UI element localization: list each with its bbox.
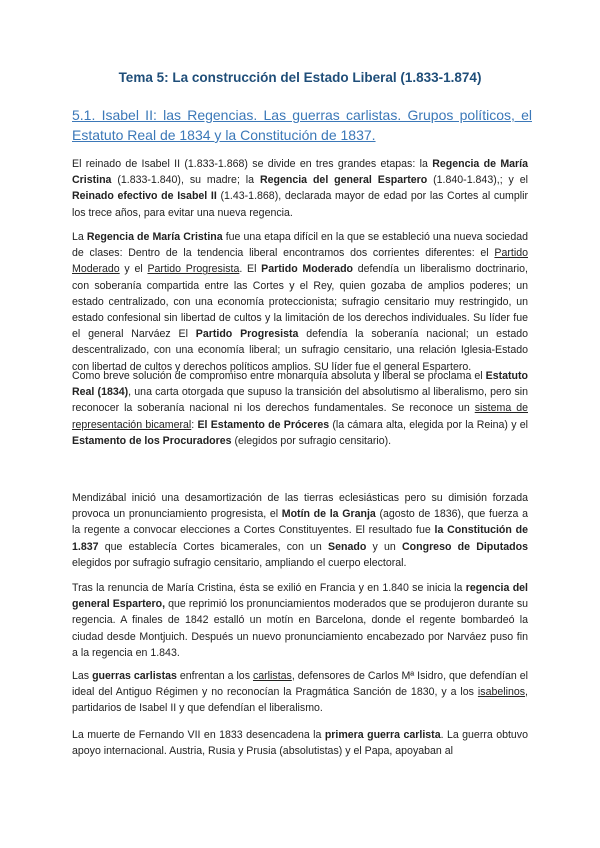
bold-term: Senado xyxy=(328,540,367,553)
text-run: , defensores de Carlos Mª Isidro, que defendían el ideal del Antiguo Régimen y no reconocían la Pragmática Sanción de 1830, y a los xyxy=(72,670,528,699)
bold-term: guerras carlistas xyxy=(92,670,177,682)
paragraph-estatuto-real xyxy=(72,368,528,449)
text-run: Mendizábal inició una desamortización de las tierras eclesiásticas pero su dimisión forzada provoca un pronunciamiento progresista, el xyxy=(72,492,528,521)
text-run: fue una etapa difícil en la que se estableció una nueva sociedad de clases: Dentro de la tendencia liberal encontramos dos corrientes diferentes: el xyxy=(72,231,528,260)
text-run: elegidos por sufragio sufragio censitario, ampliando el cuerpo electoral. xyxy=(72,556,407,569)
bold-term: Regencia de María Cristina xyxy=(86,231,223,243)
bold-term: regencia del general Espartero, xyxy=(72,582,529,611)
text-run: y un xyxy=(366,540,402,553)
bold-term: Regencia del general Espartero xyxy=(259,174,428,187)
bold-term: Partido Progresista xyxy=(195,328,299,341)
paragraph-regencia-maria-cristina xyxy=(72,229,528,375)
bold-term: Partido Moderado xyxy=(261,263,354,276)
text-run: La muerte de Fernando VII en 1833 desencadena la xyxy=(72,729,325,741)
text-run: La xyxy=(72,231,87,243)
paragraph-reinado xyxy=(72,156,528,221)
text-run: Tras la renuncia de María Cristina, ésta se exilió en Francia y en 1.840 se inicia la xyxy=(72,582,466,594)
paragraph-regencia-espartero xyxy=(72,580,528,661)
underlined-term: carlistas xyxy=(252,670,292,682)
bold-term: Estatuto Real (1834) xyxy=(72,370,528,399)
text-run: y el xyxy=(119,263,148,276)
text-run: que establecía Cortes bicamerales, con un xyxy=(98,540,329,553)
bold-term: la Constitución de 1.837 xyxy=(72,524,528,553)
text-run: (elegidos por sufragio censitario). xyxy=(231,434,392,447)
text-run: (la cámara alta, elegida por la Reina) y el xyxy=(329,418,528,431)
paragraph-constitucion-1837 xyxy=(72,490,528,571)
text-run: que reprimió los pronunciamientos moderados que se produjeron durante su regencia. A finales de 1842 estalló un motín en Barcelona, donde el regente bombardeó la ciudad desde Montjuich. Después un nuevo pronunciamiento encabezado por Narváez puso fin a la regencia en 1.843. xyxy=(72,598,529,659)
text-run: : xyxy=(191,418,198,431)
text-run: Como breve solución de compromiso entre monarquía absoluta y liberal se proclama el xyxy=(72,370,486,382)
text-run: El reinado de Isabel II (1.833-1.868) se divide en tres grandes etapas: la xyxy=(72,158,433,170)
text-run: defendía la soberanía nacional; un estado descentralizado, con una economía liberal; un sufragio censitario, una relación Iglesia-Estado con libertad de cultos y derechos políticos amplios. SU líder fue el general Espartero. xyxy=(72,328,528,373)
page-title: Tema 5: La construcción del Estado Liberal (1.833-1.874) xyxy=(118,70,482,85)
text-run: enfrentan a los xyxy=(176,670,253,682)
underlined-term: Partido Progresista xyxy=(147,263,240,276)
bold-term: El Estamento de Próceres xyxy=(197,418,330,431)
text-run: . El xyxy=(239,263,262,276)
bold-term: Motín de la Granja xyxy=(281,508,376,521)
text-run: (agosto de 1836), que fuerza a la regente a convocar elecciones a Cortes Constituyentes. El resultado fue xyxy=(72,508,529,537)
paragraph-primera-guerra-carlista xyxy=(72,727,528,759)
text-run: , partidarios de Isabel II y que defendían el liberalismo. xyxy=(72,686,528,715)
underlined-term: isabelinos xyxy=(477,686,526,699)
text-run: defendía un liberalismo doctrinario, con soberanía compartida entre las Cortes y el Rey, quien gozaba de amplios poderes; un estado centralizado, con una economía proteccionista; sufragio censitario muy restringido, un estado confesional sin libertad de cultos y la limitación de los derechos individuales. Su líder fue el general Narváez El xyxy=(72,263,528,341)
text-run: , una carta otorgada que supuso la transición del absolutismo al liberalismo, pero sin reconocer la soberanía nacional ni los derechos fundamentales. Se reconoce un xyxy=(72,386,528,415)
text-run: Las xyxy=(72,670,93,682)
text-run: (1.43-1.868), declarada mayor de edad por las Cortes al cumplir los trece años, para evitar una nueva regencia. xyxy=(72,190,529,219)
text-run: (1.833-1.840), su madre; la xyxy=(111,174,260,187)
bold-term: Estamento de los Procuradores xyxy=(72,434,232,447)
underlined-term: sistema de representación bicameral xyxy=(72,402,528,431)
bold-term: primera guerra carlista xyxy=(324,729,441,741)
paragraph-guerras-carlistas xyxy=(72,668,528,717)
section-heading[interactable]: 5.1. Isabel II: las Regencias. Las guerras carlistas. Grupos políticos, el Estatuto Real de 1834 y la Constitución de 1837. xyxy=(72,107,532,143)
text-run: . La guerra obtuvo apoyo internacional. Austria, Rusia y Prusia (absolutistas) y el Papa, apoyaban al xyxy=(72,729,528,758)
text-run: (1.840-1.843),; y el xyxy=(427,174,528,187)
bold-term: Congreso de Diputados xyxy=(402,540,528,553)
underlined-term: Partido Moderado xyxy=(72,247,528,276)
bold-term: Regencia de María Cristina xyxy=(72,158,529,187)
bold-term: Reinado efectivo de Isabel II xyxy=(72,190,217,203)
